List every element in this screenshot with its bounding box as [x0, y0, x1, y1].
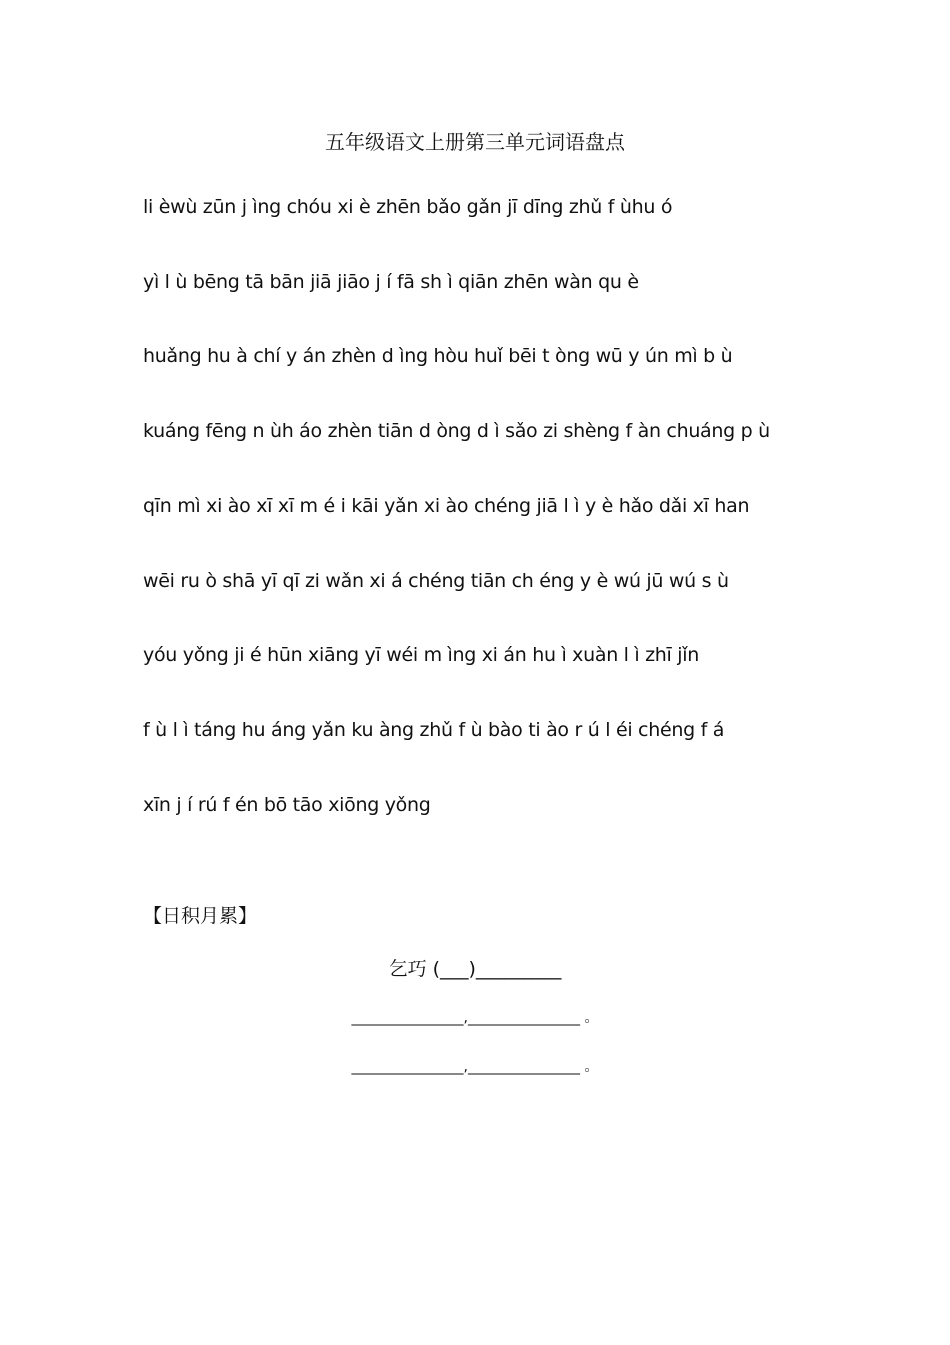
section-heading: 【日积月累】 — [143, 905, 258, 927]
pinyin-line: f ù l ì táng hu áng yǎn ku àng zhǔ f ù bào ti ào r ú l éi chéng f á — [143, 719, 725, 741]
pinyin-line: kuáng fēng n ùh áo zhèn tiān d òng d ì sǎo zi shèng f àn chuáng p ù — [143, 420, 770, 442]
fill-blank-line: ________________,________________ 。 — [351, 1059, 599, 1075]
pinyin-line: qīn mì xi ào xī xī m é i kāi yǎn xi ào chéng jiā l ì y è hǎo dǎi xī han — [143, 495, 750, 517]
pinyin-line: yì l ù bēng tā bān jiā jiāo j í fā sh ì qiān zhēn wàn qu è — [143, 271, 639, 293]
pinyin-line: huǎng hu à chí y án zhèn d ìng hòu huǐ bēi t òng wū y ún mì b ù — [143, 345, 733, 367]
fill-blank-line: ________________,________________ 。 — [351, 1010, 599, 1026]
page-title: 五年级语文上册第三单元词语盘点 — [325, 130, 625, 154]
pinyin-line: li èwù zūn j ìng chóu xi è zhēn bǎo gǎn jī dīng zhǔ f ùhu ó — [143, 196, 673, 218]
pinyin-line: yóu yǒng ji é hūn xiāng yī wéi m ìng xi án hu ì xuàn l ì zhī jǐn — [143, 644, 699, 666]
pinyin-line: wēi ru ò shā yī qī zi wǎn xi á chéng tiān ch éng y è wú jū wú s ù — [143, 570, 729, 592]
pinyin-line: xīn j í rú f én bō tāo xiōng yǒng — [143, 794, 431, 816]
poem-title-blank: 乞巧 (___)_________ — [388, 958, 562, 980]
